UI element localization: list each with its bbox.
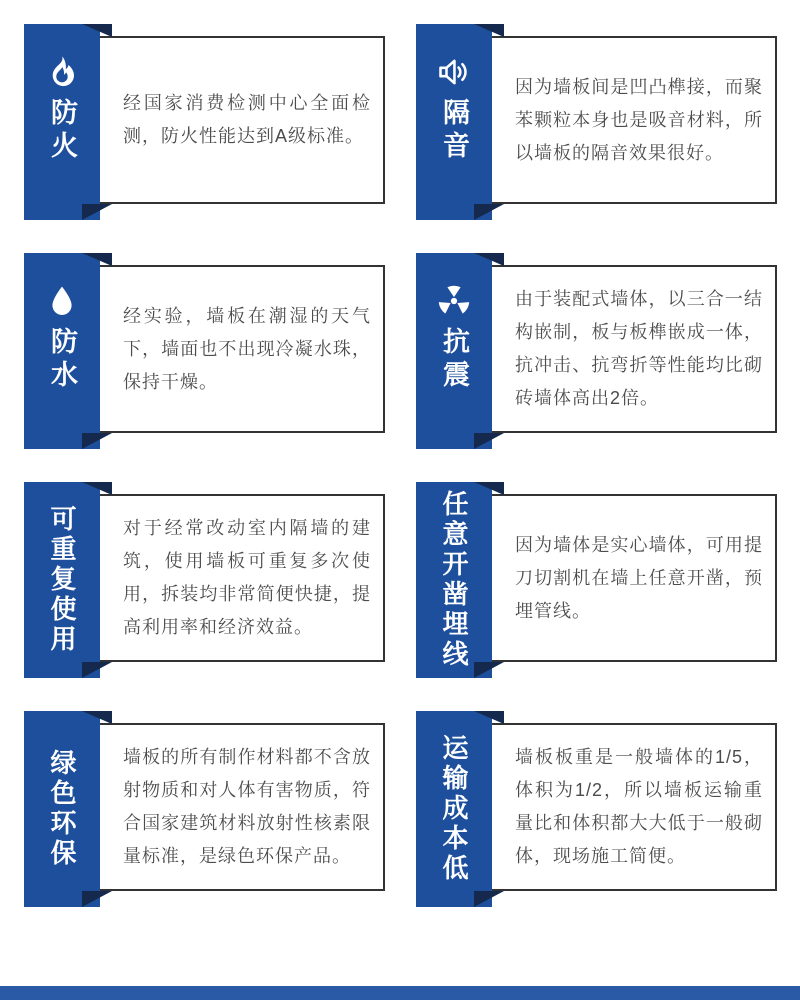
feature-description-text: 因为墙体是实心墙体，可用提刀切割机在墙上任意开凿，预埋管线。 <box>515 534 763 621</box>
feature-description-text: 经实验，墙板在潮湿的天气下，墙面也不出现冷凝水珠，保持干燥。 <box>123 305 371 392</box>
feature-card <box>24 24 385 220</box>
feature-description-box <box>488 723 777 891</box>
feature-card <box>416 24 777 220</box>
feature-description-box <box>488 265 777 433</box>
feature-card <box>24 482 385 678</box>
feature-ribbon-label: 隔音 <box>439 98 469 164</box>
feature-ribbon-label: 防火 <box>47 98 77 164</box>
feature-description-text: 由于装配式墙体，以三合一结构嵌制，板与板榫嵌成一体，抗冲击、抗弯折等性能均比砌砖墙体高出2倍。 <box>515 289 763 408</box>
feature-description-text: 墙板的所有制作材料都不含放射物质和对人体有害物质，符合国家建筑材料放射性核素限量标准，是绿色环保产品。 <box>123 747 371 866</box>
feature-ribbon <box>416 482 492 678</box>
water-drop-icon <box>44 283 80 319</box>
feature-description-text: 墙板板重是一般墙体的1/5，体积为1/2，所以墙板运输重量比和体积都大大低于一般砌体，现场施工简便。 <box>515 747 763 866</box>
flame-icon <box>44 54 80 90</box>
feature-description-box <box>96 265 385 433</box>
feature-card <box>416 711 777 907</box>
bottom-divider-bar <box>0 986 800 1000</box>
feature-card <box>24 711 385 907</box>
feature-ribbon <box>416 253 492 449</box>
feature-description-box <box>96 494 385 662</box>
feature-description-text: 因为墙板间是凹凸榫接，而聚苯颗粒本身也是吸音材料，所以墙板的隔音效果很好。 <box>515 76 763 163</box>
feature-description-box <box>488 494 777 662</box>
feature-description-box <box>96 36 385 204</box>
feature-ribbon-label: 可重复使用 <box>47 505 77 655</box>
feature-ribbon <box>24 482 100 678</box>
feature-card <box>24 253 385 449</box>
feature-description-text: 对于经常改动室内隔墙的建筑，使用墙板可重复多次使用，拆装均非常简便快捷，提高利用率和经济效益。 <box>123 518 371 637</box>
feature-description-box <box>488 36 777 204</box>
radiation-icon <box>436 283 472 319</box>
feature-ribbon-label: 绿色环保 <box>47 749 77 869</box>
feature-ribbon-label: 抗震 <box>439 327 469 393</box>
speaker-icon <box>436 54 472 90</box>
feature-ribbon-label: 任意开凿埋线 <box>439 490 469 670</box>
feature-card <box>416 482 777 678</box>
feature-ribbon-label: 运输成本低 <box>439 734 469 884</box>
feature-ribbon <box>416 711 492 907</box>
feature-card <box>416 253 777 449</box>
feature-ribbon <box>416 24 492 220</box>
feature-description-box <box>96 723 385 891</box>
feature-ribbon-label: 防水 <box>47 327 77 393</box>
feature-ribbon <box>24 253 100 449</box>
feature-card-grid <box>24 24 777 907</box>
feature-ribbon <box>24 24 100 220</box>
feature-ribbon <box>24 711 100 907</box>
feature-description-text: 经国家消费检测中心全面检测，防火性能达到A级标准。 <box>123 93 371 146</box>
